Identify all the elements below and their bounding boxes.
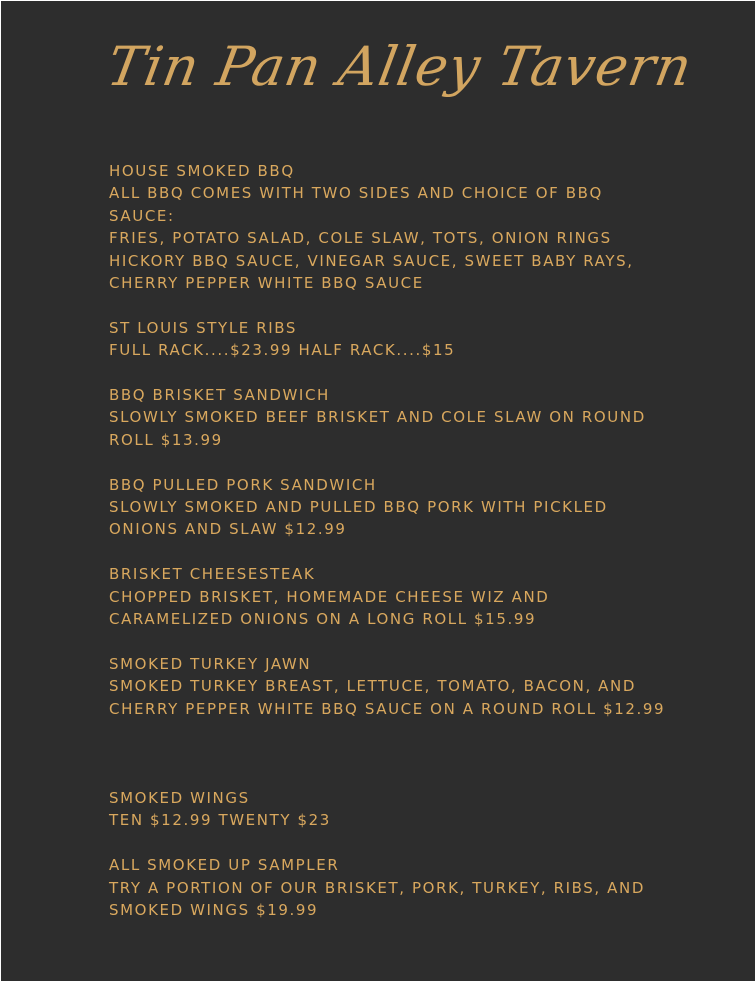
item-name: BBQ PULLED PORK SANDWICH <box>109 475 377 494</box>
menu-item-sampler <box>109 854 669 921</box>
item-name: ST LOUIS STYLE RIBS <box>109 318 298 337</box>
menu-section-house-bbq <box>109 160 669 294</box>
restaurant-title: Tin Pan Alley Tavern <box>102 35 698 98</box>
section-text: ALL BBQ COMES WITH TWO SIDES AND CHOICE OF BBQ SAUCE: <box>109 184 603 225</box>
menu-item-brisket-sandwich <box>109 384 669 451</box>
menu-item-brisket-cheesesteak <box>109 563 669 630</box>
item-name: SMOKED TURKEY JAWN <box>109 654 312 673</box>
item-description: SLOWLY SMOKED BEEF BRISKET AND COLE SLAW ON ROUND ROLL $13.99 <box>109 408 646 449</box>
section-heading: HOUSE SMOKED BBQ <box>109 162 295 180</box>
item-name: SMOKED WINGS <box>109 789 250 808</box>
menu-item-ribs <box>109 317 669 362</box>
menu-list <box>109 160 669 922</box>
menu-item-turkey-jawn <box>109 653 669 720</box>
menu-item-pulled-pork-sandwich <box>109 474 669 541</box>
item-description: TEN $12.99 TWENTY $23 <box>109 811 331 830</box>
item-description: FULL RACK....$23.99 HALF RACK....$15 <box>109 341 456 360</box>
section-text: HICKORY BBQ SAUCE, VINEGAR SAUCE, SWEET BABY RAYS, CHERRY PEPPER WHITE BBQ SAUCE <box>109 251 634 293</box>
item-name: BBQ BRISKET SANDWICH <box>109 386 330 405</box>
section-text: FRIES, POTATO SALAD, COLE SLAW, TOTS, ONION RINGS <box>109 229 612 248</box>
item-description: TRY A PORTION OF OUR BRISKET, PORK, TURKEY, RIBS, AND SMOKED WINGS $19.99 <box>109 878 645 920</box>
item-description: SLOWLY SMOKED AND PULLED BBQ PORK WITH PICKLED ONIONS AND SLAW $12.99 <box>109 498 608 539</box>
item-description: CHOPPED BRISKET, HOMEMADE CHEESE WIZ AND CARAMELIZED ONIONS ON A LONG ROLL $15.99 <box>109 587 550 629</box>
menu-page <box>1 1 755 981</box>
item-name: BRISKET CHEESESTEAK <box>109 565 316 584</box>
menu-item-smoked-wings <box>109 787 669 832</box>
item-name: ALL SMOKED UP SAMPLER <box>109 856 340 875</box>
item-description: SMOKED TURKEY BREAST, LETTUCE, TOMATO, BACON, AND CHERRY PEPPER WHITE BBQ SAUCE ON A ROUND ROLL $12.99 <box>109 677 666 718</box>
